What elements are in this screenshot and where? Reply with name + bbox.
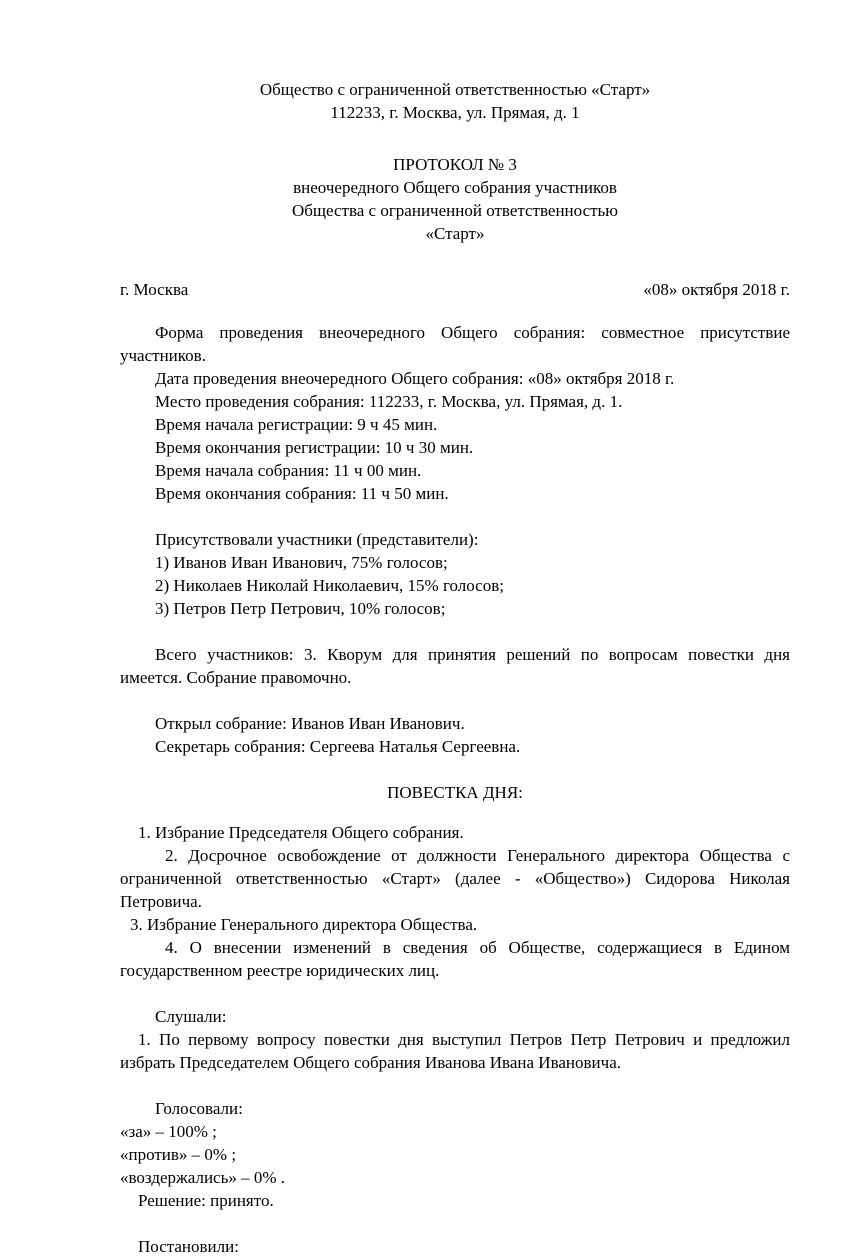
protocol-title-line-2: внеочередного Общего собрания участников [293,178,617,197]
detail-reg-start: Время начала регистрации: 9 ч 45 мин. [155,415,438,434]
org-address: 112233, г. Москва, ул. Прямая, д. 1 [330,103,580,122]
opened-by-line: Открыл собрание: Иванов Иван Иванович. [155,714,465,733]
detail-meeting-end: Время окончания собрания: 11 ч 50 мин. [155,484,449,503]
meeting-details [120,321,790,505]
protocol-title-line-3: Общества с ограниченной ответственностью [291,201,618,220]
resolved-section [120,1235,790,1258]
participant-item: 1) Иванов Иван Иванович, 75% голосов; [155,553,448,572]
vote-against-line: «против» – 0% ; [120,1145,237,1164]
voting-section [120,1097,790,1212]
org-header [120,78,790,124]
org-name: Общество с ограниченной ответственностью «Старт» [259,80,651,99]
participant-item: 2) Николаев Николай Николаевич, 15% голосов; [155,576,504,595]
vote-for-line: «за» – 100% ; [120,1122,217,1141]
agenda-item: 2. Досрочное освобождение от должности Генерального директора Общества с ограниченной ответственностью «Старт» (далее - «Общество») Сидорова Николая Петровича. [120,846,790,911]
voting-heading: Голосовали: [155,1099,243,1118]
heard-section [120,1005,790,1074]
vote-abstained-line: «воздержались» – 0% . [120,1168,285,1187]
protocol-title [120,153,790,245]
protocol-title-line-1: ПРОТОКОЛ № 3 [393,155,517,174]
date-label: «08» октября 2018 г. [643,280,790,299]
secretary-line: Секретарь собрания: Сергеева Наталья Сергеевна. [155,737,521,756]
detail-place: Место проведения собрания: 112233, г. Москва, ул. Прямая, д. 1. [155,392,623,411]
quorum-paragraph: Всего участников: 3. Кворум для принятия решений по вопросам повестки дня имеется. Собрание правомочно. [120,645,790,687]
detail-date: Дата проведения внеочередного Общего собрания: «08» октября 2018 г. [155,369,675,388]
detail-meeting-start: Время начала собрания: 11 ч 00 мин. [155,461,422,480]
protocol-title-line-4: «Старт» [425,224,485,243]
agenda-item: 4. О внесении изменений в сведения об Обществе, содержащиеся в Едином государственном реестре юридических лиц. [120,938,790,980]
detail-form: Форма проведения внеочередного Общего собрания: совместное присутствие участников. [120,323,790,365]
heard-heading: Слушали: [155,1007,227,1026]
resolved-heading: Постановили: [138,1237,239,1256]
decision-line: Решение: принято. [138,1191,274,1210]
heard-paragraph: 1. По первому вопросу повестки дня выступил Петров Петр Петрович и предложил избрать Председателем Общего собрания Иванова Ивана Ивановича. [120,1030,790,1072]
participant-item: 3) Петров Петр Петрович, 10% голосов; [155,599,446,618]
participants-section [120,528,790,620]
quorum-section [120,643,790,689]
city-label: г. Москва [120,280,189,299]
agenda-heading: ПОВЕСТКА ДНЯ: [387,783,523,802]
agenda-heading-block [120,781,790,804]
place-date-row [120,278,790,301]
detail-reg-end: Время окончания регистрации: 10 ч 30 мин. [155,438,474,457]
participants-heading: Присутствовали участники (представители): [155,530,479,549]
officers-section [120,712,790,758]
agenda-items [120,821,790,982]
agenda-item: 1. Избрание Председателя Общего собрания. [138,823,464,842]
agenda-item: 3. Избрание Генерального директора Общества. [130,915,478,934]
